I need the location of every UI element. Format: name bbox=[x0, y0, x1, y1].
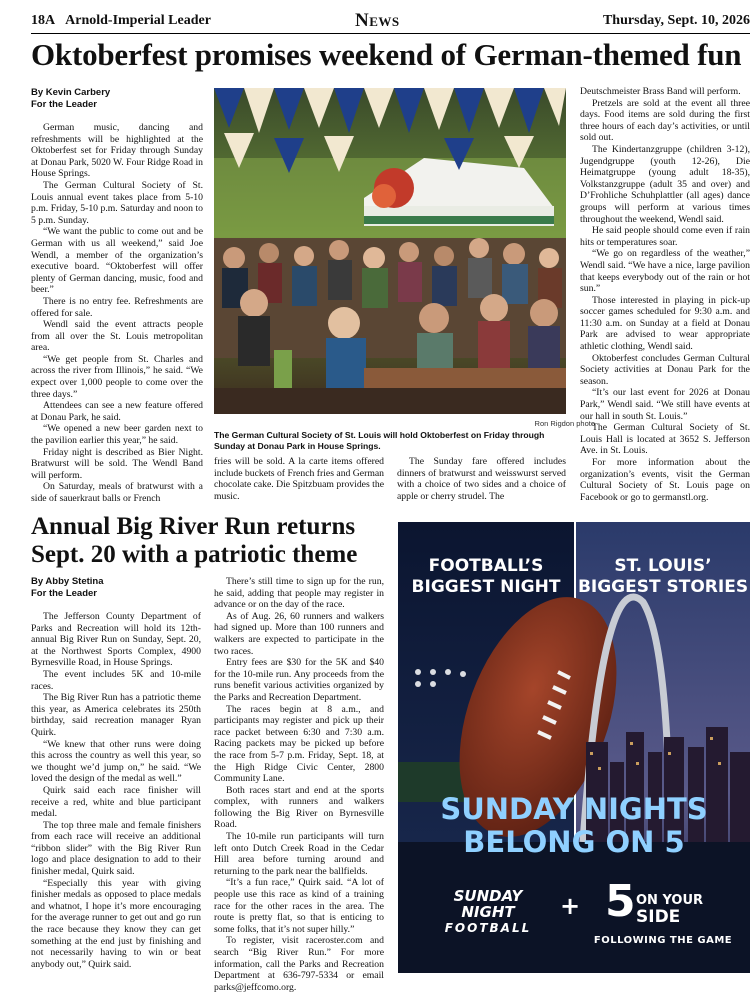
snf-logo-line1: SUNDAY NIGHT bbox=[453, 887, 523, 921]
station-slogan-line2: SIDE bbox=[636, 907, 681, 927]
story2-col2 bbox=[214, 576, 384, 993]
station-slogan-line1: ON YOUR bbox=[636, 893, 704, 908]
paragraph: Friday night is described as Bier Night. Bratwurst will be sold. The Wendl Band will perform. bbox=[31, 446, 203, 481]
paragraph: On Saturday, meals of bratwurst with a side of sauerkraut balls or French bbox=[31, 481, 203, 504]
paragraph: The 10-mile run participants will turn left onto Dutch Creek Road in the Cedar Hill area before turning around and returning to the park near the ballfields. bbox=[214, 831, 384, 877]
paragraph: As of Aug. 26, 60 runners and walkers had signed up. More than 100 runners and walkers are expected to participate in the two races. bbox=[214, 610, 384, 657]
paragraph: “We opened a new beer garden next to the pavilion earlier this year,” he said. bbox=[31, 423, 203, 447]
issue-date: Thursday, Sept. 10, 2026 bbox=[602, 13, 750, 28]
story2-byline bbox=[31, 576, 201, 600]
paragraph: German music, dancing and refreshments will be highlighted at the Oktoberfest set for Friday through Sunday at Donau Park, 5020 W. Four Ridge Road in House Springs. bbox=[31, 122, 203, 180]
paragraph: The races begin at 8 a.m., and participants may register and pick up their race packet between 6:30 and 7:30 a.m. Racing packets may be picked up before the race from 5-7 p.m. Friday, Sept. 18, at the High Ridge Civic Center, 2800 Community Lane. bbox=[214, 703, 384, 785]
paragraph: The Kindertanzgruppe (children 3-12), Jugendgruppe (youth 12-26), Die Heimatgruppe (young adult 18-35), Volkstanzgruppe (adult 35 and over) and D’Frohliche Schuhplattler (all ages) dance groups will perform at various times throughout the weekend, Wendl said. bbox=[580, 143, 750, 225]
ad-tagline: FOLLOWING THE GAME bbox=[593, 935, 733, 946]
paragraph: The Sunday fare offered includes dinners of bratwurst and weisswurst served with a choice of two sides and a choice of apple or cherry strudel. The bbox=[397, 456, 566, 502]
snf-logo bbox=[428, 888, 548, 936]
byline-role: For the Leader bbox=[31, 99, 97, 110]
advertisement[interactable] bbox=[398, 522, 750, 973]
paragraph: “Especially this year with giving finisher medals as opposed to place medals and whatnot, I hope it’s more encouraging for the average runner to get out and go run the race because they know they can get something at the end just by finishing and not necessarily having to win or beat anybody out,” Quirk said. bbox=[31, 877, 201, 970]
paragraph: “We go on regardless of the weather,” Wendl said. “We have a nice, large pavilion that keeps everybody out of the rain or hot sun.” bbox=[580, 248, 750, 295]
paragraph: The German Cultural Society of St. Louis annual event takes place from 5-10 p.m. Friday, 5-10 p.m. Saturday and noon to 5 p.m. Sunday. bbox=[31, 179, 203, 226]
paragraph: Entry fees are $30 for the 5K and $40 for the 10-mile run. Any proceeds from the runs benefit various activities organized by the Parks and Recreation Department. bbox=[214, 657, 384, 703]
story1-col3 bbox=[397, 456, 566, 502]
paragraph: The Jefferson County Department of Parks and Recreation will hold its 12th-annual Big River Run on Sunday, Sept. 20, at the Northwest Sports Complex, 4900 Byrnesville Road, in House Springs. bbox=[31, 611, 201, 669]
paragraph: Wendl said the event attracts people from all over the St. Louis metropolitan area. bbox=[31, 319, 203, 354]
story2-headline: Annual Big River Run returns Sept. 20 with a patriotic theme bbox=[31, 513, 358, 568]
paragraph: “It’s our last event for 2026 at Donau Park,” Wendl said. “We still have events at our hall in south St. Louis.” bbox=[580, 387, 750, 422]
paragraph: “It’s a fun race,” Quirk said. “A lot of people use this race as kind of a training race for the other races in the area. The route is pretty flat, so that is enticing to some folks, that it’s not super hilly.” bbox=[214, 877, 384, 935]
paragraph: “We want the public to come out and be German with us all weekend,” said Joe Wendl, a member of the organization’s executive board. “Oktoberfest will offer plenty of German dancing, music, food and beer.” bbox=[31, 226, 203, 296]
story1-col4 bbox=[580, 86, 750, 503]
paragraph: The top three male and female finishers from each race will receive an additional “ribbon slider” with the Big River Run logo and place designation to add to their finisher medal, Quirk said. bbox=[31, 819, 201, 878]
paragraph: “We knew that other runs were doing this across the country as well this year, so we thought we’d jump on,” he said. “We loved the design of the medal as well.” bbox=[31, 738, 201, 785]
page-number: 18A bbox=[31, 13, 56, 28]
paragraph: He said people should come even if rain hits or temperatures soar. bbox=[580, 225, 750, 248]
page-header-left bbox=[31, 13, 221, 29]
photo-caption: The German Cultural Society of St. Louis will hold Oktoberfest on Friday through Sunday at Donau Park in House Springs. bbox=[214, 430, 545, 451]
paragraph: For more information about the organization’s events, visit the German Cultural Society of St. Louis page on Facebook or go to germanstl.org. bbox=[580, 457, 750, 503]
paragraph: “We get people from St. Charles and across the river from Illinois,” he said. “We expect over 1,000 people to come over the three days.” bbox=[31, 353, 203, 400]
paragraph: There’s still time to sign up for the run, he said, adding that people may register in advance or on the day of the race. bbox=[214, 576, 384, 611]
story1-byline bbox=[31, 87, 203, 111]
station-slogan bbox=[636, 894, 716, 926]
byline-name: By Kevin Carbery bbox=[31, 87, 111, 98]
ad-main-line2: BELONG ON 5 bbox=[463, 825, 685, 859]
paragraph: Oktoberfest concludes German Cultural Society activities at Donau Park for the season. bbox=[580, 352, 750, 387]
paragraph: The Big River Run has a patriotic theme this year, as America celebrates its 250th birthday, said recreation manager Ryan Quirk. bbox=[31, 692, 201, 738]
story1-col1-text bbox=[31, 122, 203, 505]
oktoberfest-photo bbox=[214, 88, 566, 414]
station-five-logo: 5 bbox=[605, 876, 636, 927]
story1-headline: Oktoberfest promises weekend of German-themed fun bbox=[31, 37, 742, 72]
story1-col1 bbox=[31, 87, 203, 505]
paragraph: The event includes 5K and 10-mile races. bbox=[31, 668, 201, 692]
story1-col2 bbox=[214, 456, 384, 502]
header-rule bbox=[31, 33, 750, 34]
paragraph: Quirk said each race finisher will receive a red, white and blue participant medal. bbox=[31, 784, 201, 820]
story2-col1 bbox=[31, 576, 201, 970]
ad-main-line1: SUNDAY NIGHTS bbox=[440, 792, 708, 826]
paragraph: Those interested in playing in pick-up soccer games scheduled for 9:30 a.m. and 11:30 a.m. on Sunday at a field at Donau Park are advised to wear appropriate athletic clothing, Wendl said. bbox=[580, 294, 750, 353]
section-name: News bbox=[355, 10, 400, 31]
paragraph: Attendees can see a new feature offered at Donau Park, he said. bbox=[31, 400, 203, 423]
paragraph: Both races start and end at the sports complex, with runners and walkers following the Big River on Byrnesville Road. bbox=[214, 784, 384, 831]
story2-col1-text bbox=[31, 611, 201, 970]
photo-credit: Ron Rigdon photo bbox=[534, 419, 595, 428]
publication-name: Arnold-Imperial Leader bbox=[65, 13, 211, 28]
paragraph: Pretzels are sold at the event all three days. Food items are sold during the first three hours of each day’s activities, or until sold out. bbox=[580, 97, 750, 144]
paragraph: The German Cultural Society of St. Louis Hall is located at 3652 S. Jefferson Ave. in St. Louis. bbox=[580, 422, 750, 457]
paragraph: To register, visit raceroster.com and search “Big River Run.” For more information, call the Parks and Recreation Department at 636-797-5334 or email parks@jeffcomo.org. bbox=[214, 935, 384, 993]
paragraph: There is no entry fee. Refreshments are offered for sale. bbox=[31, 295, 203, 319]
byline-name: By Abby Stetina bbox=[31, 576, 104, 587]
snf-logo-line2: FOOTBALL bbox=[444, 921, 532, 935]
ad-plus-sign: + bbox=[560, 892, 581, 920]
ad-right-heading: ST. LOUIS’ BIGGEST STORIES bbox=[577, 556, 749, 597]
paragraph: fries will be sold. A la carte items offered include buckets of French fries and German chocolate cake. Die Spitzbuam provides the music. bbox=[214, 456, 385, 502]
paragraph: Deutschmeister Brass Band will perform. bbox=[580, 86, 741, 97]
ad-left-heading: FOOTBALL’S BIGGEST NIGHT bbox=[411, 556, 561, 597]
byline-role: For the Leader bbox=[31, 588, 97, 599]
